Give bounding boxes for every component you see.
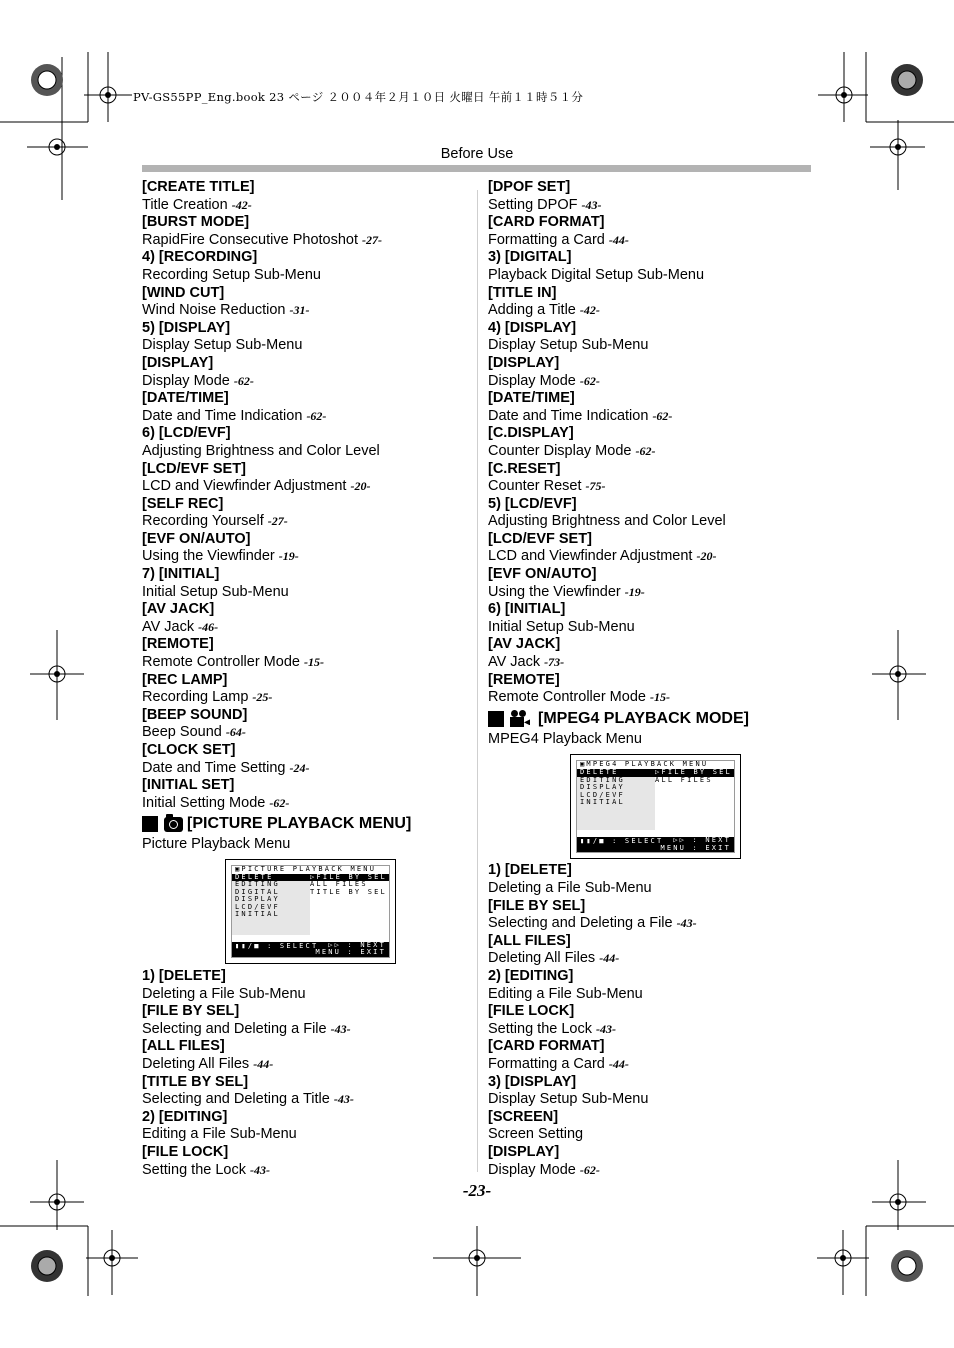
entry-text: [EVF ON/AUTO] [488,566,597,583]
page-reference: -15- [304,655,324,670]
entry-text: [FILE LOCK] [142,1143,229,1160]
entry-text: Editing a File Sub-Menu [488,985,643,1002]
page-reference: -75- [585,479,606,494]
screen-menu-item: DISPLAY [580,783,625,792]
entry-text: Adjusting Brightness and Color Level [142,442,380,459]
screen-submenu-item: ALL FILES [310,880,368,889]
entry-text: [BEEP SOUND] [142,706,248,723]
page-reference: -62- [652,408,673,423]
screen-menu-item: LCD/EVF [235,902,280,911]
screen-submenu-item: ALL FILES [655,775,713,784]
entry-text: Editing a File Sub-Menu [142,1126,297,1143]
screen-submenu-item: ▷FILE BY SEL [310,874,389,882]
entry-text: Adjusting Brightness and Color Level [488,513,726,530]
entry-text: [REMOTE] [488,671,560,688]
screen-footer-select: ▮▮/■ : SELECT [235,941,319,950]
entry-text: [C.RESET] [488,460,561,477]
entry-text: Date and Time Indication [488,407,653,424]
page-reference: -43- [581,197,602,212]
page-reference: -44- [608,232,629,247]
entry-text: 5) [DISPLAY] [142,319,231,336]
screen-menu-item: DELETE [232,874,310,882]
entry-text: [REMOTE] [142,636,214,653]
entry-text: Counter Display Mode [488,442,636,459]
page-reference: -44- [253,1056,274,1071]
entry-text: [AV JACK] [142,601,215,618]
entry-text: Setting DPOF [488,196,582,213]
page-reference: -27- [362,232,383,247]
entry-text: 3) [DISPLAY] [488,1073,577,1090]
page-reference: -43- [250,1162,271,1177]
entry-text: Selecting and Deleting a File [488,915,677,932]
entry-text: [FILE BY SEL] [488,897,586,914]
entry-text: Display Setup Sub-Menu [142,337,303,354]
entry-text: 4) [DISPLAY] [488,319,577,336]
entry-text: [CARD FORMAT] [488,1038,605,1055]
entry-text: Adding a Title [488,302,580,319]
entry-text: [DISPLAY] [142,354,214,371]
screen-submenu-item: ▷FILE BY SEL [655,769,734,777]
entry-text: AV Jack [488,654,545,671]
page-reference: -62- [635,443,656,458]
page-reference: -19- [278,549,299,564]
entry-text: Deleting a File Sub-Menu [488,880,652,896]
screen-title: ▣MPEG4 PLAYBACK MENU [577,761,734,769]
page-reference: -42- [579,303,600,318]
entry-text: Screen Setting [488,1126,584,1143]
page-reference: -31- [289,303,310,318]
screen-title-text: PICTURE PLAYBACK MENU [241,864,377,873]
entry-text: [TITLE IN] [488,284,557,301]
page-reference: -25- [252,690,273,705]
entry-text: [INITIAL SET] [142,777,235,794]
screen-menu-item: DELETE [577,769,655,777]
entry-text: Display Setup Sub-Menu [488,337,649,354]
print-header: PV-GS55PP_Eng.book 23 ページ ２００４年２月１０日 火曜日 午前１１時５１分 [133,90,584,104]
entry-text: Selecting and Deleting a Title [142,1091,334,1108]
entry-text: Setting the Lock [142,1161,251,1178]
entry-text: 2) [EDITING] [488,967,574,984]
page-reference: -27- [267,514,288,529]
screen-menu-item: EDITING [235,880,280,889]
entry-text: 3) [DIGITAL] [488,249,572,266]
entry-text: [BURST MODE] [142,214,250,231]
entry-text: [ALL FILES] [488,932,571,949]
entry-text: 7) [INITIAL] [142,566,220,583]
entry-text: Wind Noise Reduction [142,302,290,319]
entry-text: Date and Time Indication [142,407,307,424]
screen-menu-item: DIGITAL [235,887,280,896]
screen-menu-item: INITIAL [580,798,625,807]
screen-footer-next: ▷▷ : NEXT [673,836,731,845]
entry-text: 1) [DELETE] [488,862,572,879]
entry-text: [SCREEN] [488,1108,559,1125]
entry-text: [C.DISPLAY] [488,425,574,442]
entry-text: Remote Controller Mode [142,654,304,671]
screen-footer-next: ▷▷ : NEXT [328,940,386,949]
entry-text: 4) [RECORDING] [142,249,258,266]
mpeg4-playback-heading-text: [MPEG4 PLAYBACK MODE] [538,709,749,727]
page-reference: -43- [596,1021,617,1036]
entry-text: 5) [LCD/EVF] [488,495,577,512]
entry-text: Setting the Lock [488,1020,597,1037]
page-reference: -62- [579,1162,600,1177]
entry-text: Beep Sound [142,724,226,741]
entry-text: [FILE BY SEL] [142,1003,240,1020]
screen-menu-item: EDITING [580,775,625,784]
entry-text: Initial Setup Sub-Menu [488,618,635,635]
page-reference: -20- [350,479,371,494]
screen-submenu-item: TITLE BY SEL [310,887,387,896]
entry-text: Formatting a Card [488,231,609,248]
entry-text: Recording Yourself [142,513,268,530]
screen-footer-select: ▮▮/■ : SELECT [580,837,664,846]
entry-text: Remote Controller Mode [488,689,650,706]
entry-text: 6) [LCD/EVF] [142,425,231,442]
entry-text: Initial Setup Sub-Menu [142,583,289,600]
screen-footer-exit: MENU : EXIT [660,843,731,852]
section-title: Before Use [440,146,514,162]
page-reference: -62- [579,373,600,388]
picture-playback-subtitle: Picture Playback Menu [142,836,291,853]
screen-menu-item: DISPLAY [235,895,280,904]
entry-text: Display Setup Sub-Menu [488,1091,649,1108]
entry-text: [LCD/EVF SET] [488,530,592,547]
screen-title-text: MPEG4 PLAYBACK MENU [586,760,709,769]
entry-text: Formatting a Card [488,1055,609,1072]
entry-text: [ALL FILES] [142,1038,225,1055]
entry-text: [CLOCK SET] [142,742,236,758]
screen-footer-exit: MENU : EXIT [315,948,386,957]
entry-text: [DISPLAY] [488,354,560,371]
entry-text: Recording Setup Sub-Menu [142,266,321,283]
entry-text: Deleting a File Sub-Menu [142,985,306,1002]
entry-text: AV Jack [142,618,199,635]
entry-text: 6) [INITIAL] [488,601,566,618]
entry-text: RapidFire Consecutive Photoshot [142,231,363,248]
screen-menu-item: LCD/EVF [580,790,625,799]
mpeg4-playback-subtitle: MPEG4 Playback Menu [488,730,642,747]
entry-text: [SELF REC] [142,495,224,512]
page-reference: -43- [676,916,697,931]
entry-text: Deleting All Files [142,1055,254,1072]
page-reference: -43- [330,1021,351,1036]
entry-text: Date and Time Setting [142,759,290,776]
entry-text: [WIND CUT] [142,284,225,301]
page-reference: -42- [231,197,252,212]
entry-text: [AV JACK] [488,636,561,653]
entry-text: [REC LAMP] [142,671,228,688]
entry-text: [DATE/TIME] [142,390,229,407]
page-reference: -62- [233,373,254,388]
entry-text: Display Mode [488,372,580,389]
entry-text: [DATE/TIME] [488,390,575,407]
page-number: -23- [462,1181,492,1200]
entry-text: 2) [EDITING] [142,1108,228,1125]
entry-text: Recording Lamp [142,689,253,706]
entry-text: Using the Viewfinder [488,583,625,600]
page-reference: -44- [608,1056,629,1071]
entry-text: [EVF ON/AUTO] [142,530,251,547]
entry-text: Deleting All Files [488,950,600,967]
page-reference: -62- [306,408,327,423]
entry-text: [DISPLAY] [488,1143,560,1160]
entry-text: Display Mode [488,1161,580,1178]
entry-text: Selecting and Deleting a File [142,1020,331,1037]
entry-text: Playback Digital Setup Sub-Menu [488,266,705,283]
page-reference: -46- [198,619,219,634]
page-reference: -20- [696,549,717,564]
page-reference: -24- [289,760,310,775]
entry-text: LCD and Viewfinder Adjustment [142,478,351,495]
entry-text: Title Creation [142,196,232,213]
entry-text: Using the Viewfinder [142,548,279,565]
entry-text: [LCD/EVF SET] [142,460,246,477]
page-reference: -73- [544,655,565,670]
entry-text: Counter Reset [488,478,586,495]
entry-text: Initial Setting Mode [142,794,270,811]
entry-text: [DPOF SET] [488,179,571,195]
page-reference: -64- [225,725,246,740]
page-reference: -19- [624,584,645,599]
screen-menu-item: INITIAL [235,910,280,919]
entry-text: [CARD FORMAT] [488,214,605,231]
entry-text: [FILE LOCK] [488,1003,575,1020]
entry-text: LCD and Viewfinder Adjustment [488,548,697,565]
entry-text: [TITLE BY SEL] [142,1073,249,1090]
page-reference: -44- [599,951,620,966]
page-reference: -15- [650,690,670,705]
picture-playback-heading-text: [PICTURE PLAYBACK MENU] [187,815,412,833]
page-reference: -62- [269,795,290,810]
entry-text: Display Mode [142,372,234,389]
entry-text: 1) [DELETE] [142,967,226,984]
page-reference: -43- [333,1092,354,1107]
entry-text: [CREATE TITLE] [142,179,255,195]
screen-title: ▣PICTURE PLAYBACK MENU [232,866,389,874]
